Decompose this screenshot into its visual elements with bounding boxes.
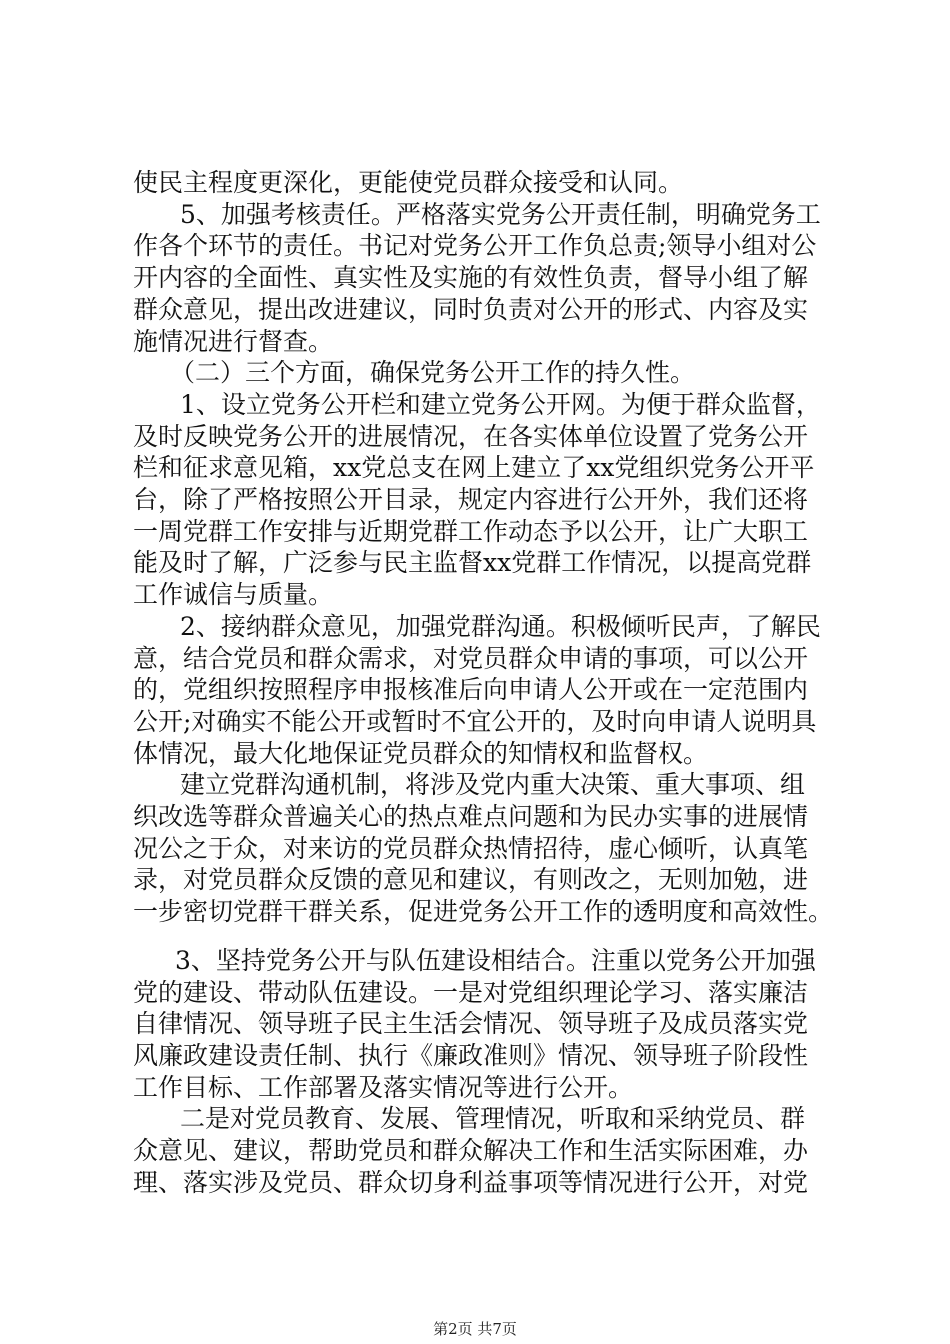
text-line: 录，对党员群众反馈的意见和建议，有则改之，无则加勉，进 (133, 865, 809, 895)
text-line: 理、落实涉及党员、群众切身利益事项等情况进行公开，对党 (133, 1167, 809, 1197)
text-line: 工作诚信与质量。 (133, 580, 334, 610)
text-line: 二是对党员教育、发展、管理情况，听取和采纳党员、群 (180, 1104, 806, 1134)
text-line: 众意见、建议，帮助党员和群众解决工作和生活实际困难，办 (133, 1136, 809, 1165)
text-line: 体情况，最大化地保证党员群众的知情权和监督权。 (133, 738, 709, 768)
text-line: 建立党群沟通机制，将涉及党内重大决策、重大事项、组 (180, 770, 806, 800)
text-line: 况公之于众，对来访的党员群众热情招待，虚心倾听，认真笔 (133, 833, 809, 863)
text-line: 施情况进行督查。 (133, 326, 334, 356)
text-line: 自律情况、领导班子民主生活会情况、领导班子及成员落实党 (133, 1009, 809, 1039)
section-heading: （二）三个方面，确保党务公开工作的持久性。 (170, 358, 696, 388)
text-line: 群众意见，提出改进建议，同时负责对公开的形式、内容及实 (133, 294, 809, 324)
text-line: 公开;对确实不能公开或暂时不宜公开的，及时向申请人说明具 (133, 706, 817, 736)
text-line: 党的建设、带动队伍建设。一是对党组织理论学习、落实廉洁 (133, 977, 809, 1007)
text-line: 风廉政建设责任制、执行《廉政准则》情况、领导班子阶段性 (133, 1040, 809, 1070)
page-number-footer: 第2页 共7页 (433, 1320, 517, 1338)
text-line: 意，结合党员和群众需求，对党员群众申请的事项，可以公开 (133, 643, 809, 673)
text-line: 及时反映党务公开的进展情况，在各实体单位设置了党务公开 (133, 421, 809, 451)
text-line: 作各个环节的责任。书记对党务公开工作负总责;领导小组对公 (133, 231, 817, 261)
text-line: 台，除了严格按照公开目录，规定内容进行公开外，我们还将 (133, 485, 809, 514)
text-line: 2、接纳群众意见，加强党群沟通。积极倾听民声，了解民 (180, 611, 821, 641)
text-line: 5、加强考核责任。严格落实党务公开责任制，明确党务工 (180, 199, 821, 229)
text-line: 一步密切党群干群关系，促进党务公开工作的透明度和高效性。 (133, 897, 834, 927)
text-line: 的，党组织按照程序申报核准后向申请人公开或在一定范围内 (133, 675, 809, 705)
text-line: 一周党群工作安排与近期党群工作动态予以公开，让广大职工 (133, 516, 809, 546)
text-line: 开内容的全面性、真实性及实施的有效性负责，督导小组了解 (133, 263, 809, 293)
text-line: 织改选等群众普遍关心的热点难点问题和为民办实事的进展情 (133, 802, 809, 831)
text-line: 1、设立党务公开栏和建立党务公开网。为便于群众监督， (180, 389, 821, 419)
text-line: 能及时了解，广泛参与民主监督xx党群工作情况，以提高党群 (133, 548, 812, 578)
text-line: 栏和征求意见箱，xx党总支在网上建立了xx党组织党务公开平 (133, 453, 815, 483)
text-line: 使民主程度更深化，更能使党员群众接受和认同。 (133, 168, 684, 197)
text-line: 工作目标、工作部署及落实情况等进行公开。 (133, 1072, 634, 1102)
text-line: 3、坚持党务公开与队伍建设相结合。注重以党务公开加强 (175, 945, 816, 975)
